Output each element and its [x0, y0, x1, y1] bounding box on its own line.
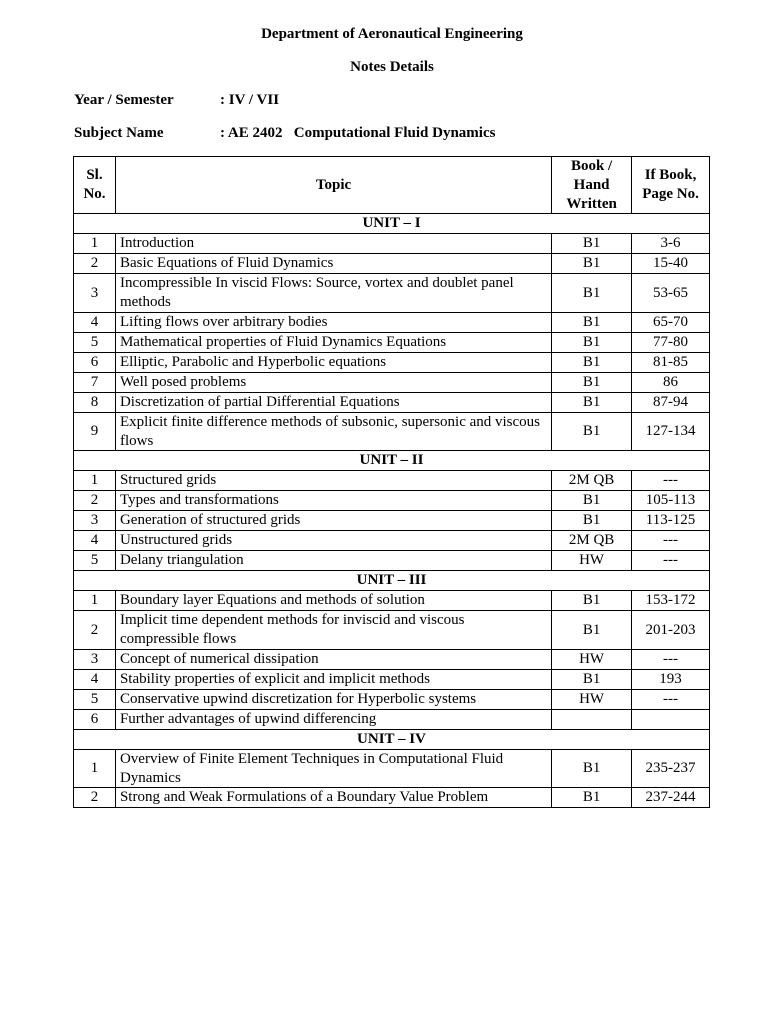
unit-heading: UNIT – III: [74, 571, 710, 591]
sl-no-cell: 4: [74, 531, 116, 551]
page-no-cell: 193: [632, 669, 710, 689]
topic-cell: Boundary layer Equations and methods of solution: [115, 591, 551, 611]
topic-cell: Concept of numerical dissipation: [115, 649, 551, 669]
page-no-cell: 201-203: [632, 611, 710, 650]
page-no-cell: ---: [632, 649, 710, 669]
sl-no-cell: 2: [74, 611, 116, 650]
book-cell: B1: [552, 491, 632, 511]
page-no-cell: 235-237: [632, 749, 710, 788]
sl-no-cell: 1: [74, 471, 116, 491]
subject-name-value: : AE 2402 Computational Fluid Dynamics: [220, 125, 496, 141]
table-row: [74, 591, 710, 611]
book-cell: HW: [552, 551, 632, 571]
page-no-cell: 53-65: [632, 274, 710, 313]
topic-cell: Further advantages of upwind differencing: [115, 709, 551, 729]
book-cell: B1: [552, 254, 632, 274]
table-body: [74, 214, 710, 808]
table-row: [74, 274, 710, 313]
unit-heading: UNIT – I: [74, 214, 710, 234]
table-row: [74, 332, 710, 352]
sl-no-cell: 1: [74, 749, 116, 788]
table-row: [74, 412, 710, 451]
sl-no-cell: 2: [74, 254, 116, 274]
notes-table: [73, 156, 710, 808]
header-book: Book / Hand Written: [552, 157, 632, 214]
sl-no-cell: 6: [74, 709, 116, 729]
sl-no-cell: 3: [74, 274, 116, 313]
topic-cell: Unstructured grids: [115, 531, 551, 551]
page-no-cell: 87-94: [632, 392, 710, 412]
sl-no-cell: 2: [74, 788, 116, 808]
table-row: [74, 709, 710, 729]
sl-no-cell: 6: [74, 352, 116, 372]
table-row: [74, 234, 710, 254]
year-semester-value: : IV / VII: [220, 92, 280, 108]
book-cell: 2M QB: [552, 471, 632, 491]
book-cell: 2M QB: [552, 531, 632, 551]
page-no-cell: ---: [632, 471, 710, 491]
topic-cell: Introduction: [115, 234, 551, 254]
notes-title: Notes Details: [350, 59, 434, 75]
topic-cell: Well posed problems: [115, 372, 551, 392]
book-cell: B1: [552, 412, 632, 451]
header-topic: Topic: [115, 157, 551, 214]
page-no-cell: 113-125: [632, 511, 710, 531]
book-cell: B1: [552, 511, 632, 531]
table-row: [74, 749, 710, 788]
department-title: Department of Aeronautical Engineering: [261, 26, 523, 42]
sl-no-cell: 7: [74, 372, 116, 392]
table-row: [74, 491, 710, 511]
page-no-cell: 105-113: [632, 491, 710, 511]
sl-no-cell: 8: [74, 392, 116, 412]
page-no-cell: ---: [632, 551, 710, 571]
book-cell: B1: [552, 788, 632, 808]
page-no-cell: ---: [632, 531, 710, 551]
sl-no-cell: 5: [74, 689, 116, 709]
topic-cell: Explicit finite difference methods of subsonic, supersonic and viscous flows: [115, 412, 551, 451]
book-cell: B1: [552, 591, 632, 611]
sl-no-cell: 4: [74, 312, 116, 332]
book-cell: B1: [552, 234, 632, 254]
page-no-cell: 3-6: [632, 234, 710, 254]
page-no-cell: 15-40: [632, 254, 710, 274]
page-no-cell: 153-172: [632, 591, 710, 611]
table-row: [74, 788, 710, 808]
book-cell: B1: [552, 611, 632, 650]
table-row: [74, 352, 710, 372]
book-cell: B1: [552, 274, 632, 313]
page-no-cell: 81-85: [632, 352, 710, 372]
page-no-cell: 237-244: [632, 788, 710, 808]
book-cell: HW: [552, 649, 632, 669]
table-row: [74, 254, 710, 274]
table-row: [74, 551, 710, 571]
sl-no-cell: 1: [74, 234, 116, 254]
book-cell: B1: [552, 332, 632, 352]
topic-cell: Overview of Finite Element Techniques in Computational Fluid Dynamics: [115, 749, 551, 788]
page-no-cell: [632, 709, 710, 729]
book-cell: B1: [552, 372, 632, 392]
topic-cell: Implicit time dependent methods for inviscid and viscous compressible flows: [115, 611, 551, 650]
page-no-cell: 127-134: [632, 412, 710, 451]
topic-cell: Basic Equations of Fluid Dynamics: [115, 254, 551, 274]
book-cell: B1: [552, 749, 632, 788]
table-row: [74, 669, 710, 689]
unit-heading-row: [74, 729, 710, 749]
sl-no-cell: 5: [74, 332, 116, 352]
table-row: [74, 392, 710, 412]
page-no-cell: 77-80: [632, 332, 710, 352]
table-row: [74, 471, 710, 491]
subject-name-label: Subject Name: [74, 125, 164, 141]
unit-heading-row: [74, 214, 710, 234]
topic-cell: Stability properties of explicit and implicit methods: [115, 669, 551, 689]
topic-cell: Structured grids: [115, 471, 551, 491]
topic-cell: Delany triangulation: [115, 551, 551, 571]
book-cell: B1: [552, 669, 632, 689]
table-header-row: [74, 157, 710, 214]
table-row: [74, 312, 710, 332]
page-no-cell: ---: [632, 689, 710, 709]
unit-heading: UNIT – II: [74, 451, 710, 471]
table-row: [74, 372, 710, 392]
table-row: [74, 689, 710, 709]
table-row: [74, 649, 710, 669]
sl-no-cell: 5: [74, 551, 116, 571]
unit-heading-row: [74, 451, 710, 471]
book-cell: B1: [552, 312, 632, 332]
sl-no-cell: 9: [74, 412, 116, 451]
header-page: If Book, Page No.: [632, 157, 710, 214]
topic-cell: Elliptic, Parabolic and Hyperbolic equations: [115, 352, 551, 372]
book-cell: HW: [552, 689, 632, 709]
unit-heading-row: [74, 571, 710, 591]
sl-no-cell: 3: [74, 511, 116, 531]
topic-cell: Mathematical properties of Fluid Dynamics Equations: [115, 332, 551, 352]
topic-cell: Strong and Weak Formulations of a Boundary Value Problem: [115, 788, 551, 808]
book-cell: B1: [552, 392, 632, 412]
topic-cell: Conservative upwind discretization for Hyperbolic systems: [115, 689, 551, 709]
table-row: [74, 611, 710, 650]
year-semester-line: [74, 92, 279, 109]
topic-cell: Discretization of partial Differential Equations: [115, 392, 551, 412]
sl-no-cell: 1: [74, 591, 116, 611]
topic-cell: Lifting flows over arbitrary bodies: [115, 312, 551, 332]
unit-heading: UNIT – IV: [74, 729, 710, 749]
book-cell: B1: [552, 352, 632, 372]
topic-cell: Incompressible In viscid Flows: Source, vortex and doublet panel methods: [115, 274, 551, 313]
book-cell: [552, 709, 632, 729]
page-no-cell: 65-70: [632, 312, 710, 332]
table-row: [74, 531, 710, 551]
sl-no-cell: 3: [74, 649, 116, 669]
topic-cell: Generation of structured grids: [115, 511, 551, 531]
header-sl-no: Sl. No.: [74, 157, 116, 214]
page-no-cell: 86: [632, 372, 710, 392]
sl-no-cell: 4: [74, 669, 116, 689]
topic-cell: Types and transformations: [115, 491, 551, 511]
year-semester-label: Year / Semester: [74, 92, 174, 108]
sl-no-cell: 2: [74, 491, 116, 511]
table-row: [74, 511, 710, 531]
subject-name-line: [74, 125, 495, 142]
